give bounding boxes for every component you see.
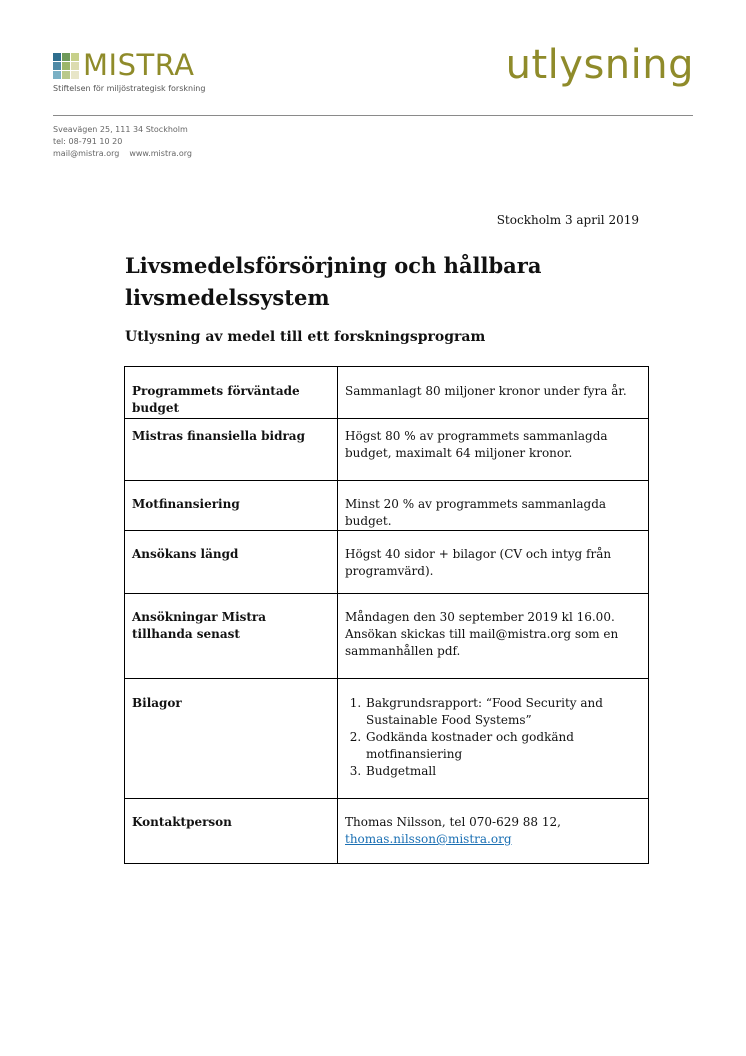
table-row: [125, 531, 649, 594]
address-block: [53, 124, 192, 160]
contact-text: Thomas Nilsson, tel 070-629 88 12,: [345, 815, 561, 829]
document-type: utlysning: [505, 42, 694, 88]
contact-email-link[interactable]: thomas.nilsson@mistra.org: [345, 832, 512, 846]
mistra-logo: [53, 48, 253, 97]
table-row: [125, 799, 649, 864]
row-value: Sammanlagt 80 miljoner kronor under fyra år.: [338, 367, 649, 419]
phone-number: tel: 08-791 10 20: [53, 137, 123, 146]
table-row: [125, 481, 649, 531]
email-address: mail@mistra.org: [53, 149, 120, 158]
row-value: [338, 799, 649, 864]
page-title: Livsmedelsförsörjning och hållbara livsmedelssystem: [125, 253, 542, 310]
row-label: Kontaktperson: [125, 799, 338, 864]
row-value: Högst 80 % av programmets sammanlagda budget, maximalt 64 miljoner kronor.: [338, 419, 649, 481]
row-value: Måndagen den 30 september 2019 kl 16.00. Ansökan skickas till mail@mistra.org som en sammanhållen pdf.: [338, 594, 649, 679]
page-subtitle: Utlysning av medel till ett forskningsprogram: [125, 329, 486, 345]
header-divider: [53, 115, 693, 116]
document-date: Stockholm 3 april 2019: [496, 213, 639, 227]
table-row: [125, 679, 649, 799]
row-value: Minst 20 % av programmets sammanlagda budget.: [338, 481, 649, 531]
row-label: Bilagor: [125, 679, 338, 799]
row-label: Ansökningar Mistra tillhanda senast: [125, 594, 338, 679]
table-row: [125, 594, 649, 679]
row-value: [338, 679, 649, 799]
street-address: Sveavägen 25, 111 34 Stockholm: [53, 125, 188, 134]
row-value: Högst 40 sidor + bilagor (CV och intyg från programvärd).: [338, 531, 649, 594]
row-label: Motfinansiering: [125, 481, 338, 531]
logo-mark-icon: [53, 53, 79, 79]
table-row: [125, 367, 649, 419]
row-label: Mistras finansiella bidrag: [125, 419, 338, 481]
list-item: 3. Budgetmall: [365, 763, 641, 780]
website-address: www.mistra.org: [129, 149, 192, 158]
list-item: 2. Godkända kostnader och godkänd motfinansiering: [365, 729, 641, 763]
row-label: Ansökans längd: [125, 531, 338, 594]
list-item: 1. Bakgrundsrapport: “Food Security and Sustainable Food Systems”: [365, 695, 641, 729]
row-label: Programmets förväntade budget: [125, 367, 338, 419]
call-details-table: [124, 366, 649, 864]
attachments-list: [345, 679, 641, 780]
table-row: [125, 419, 649, 481]
logo-tagline: Stiftelsen för miljöstrategisk forskning: [53, 84, 206, 93]
logo-wordmark: MISTRA: [83, 48, 195, 82]
